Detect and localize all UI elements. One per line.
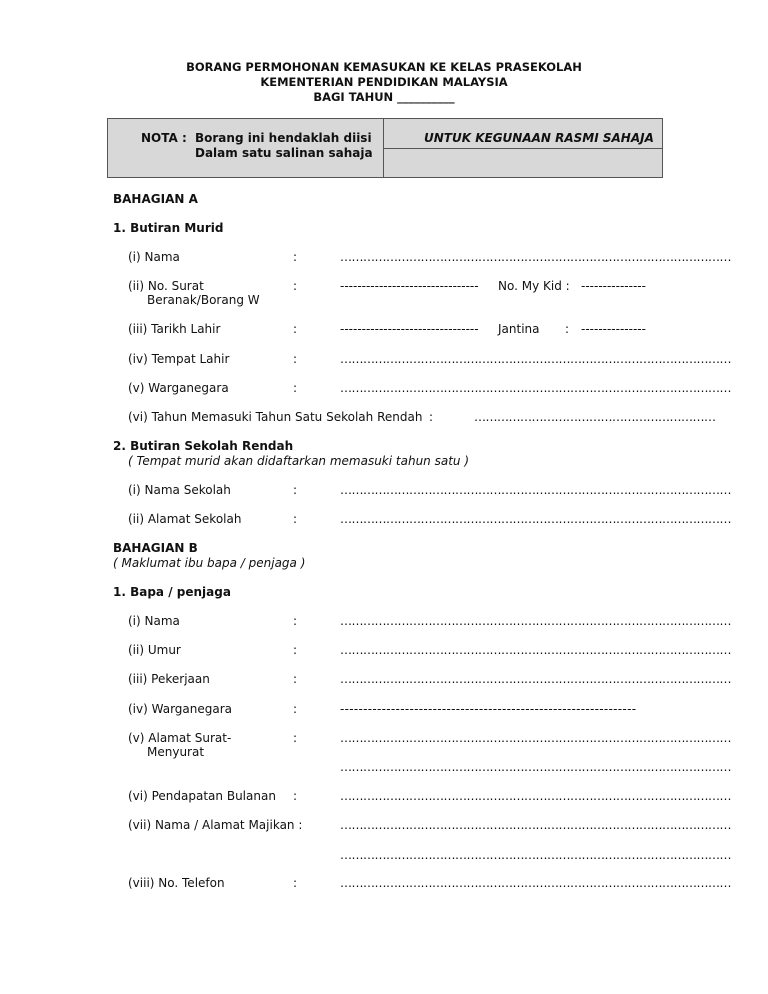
guardian-title: 1. Bapa / penjaga [113, 585, 231, 599]
gender-field[interactable]: --------------- [581, 322, 646, 336]
student-name-field[interactable]: ………………………………………………………………………………………… [340, 250, 731, 264]
school-name-field[interactable]: ………………………………………………………………………………………… [340, 483, 731, 497]
guardian-occupation-field[interactable]: ………………………………………………………………………………………… [340, 672, 731, 686]
birth-date-label: (iii) Tarikh Lahir [128, 322, 221, 336]
monthly-income-field[interactable]: ………………………………………………………………………………………… [340, 789, 731, 803]
guardian-age-label: (ii) Umur [128, 643, 181, 657]
nota-line-2: Dalam satu salinan sahaja [195, 146, 373, 160]
employer-field-2[interactable]: ………………………………………………………………………………………… [340, 848, 731, 862]
primary-school-subtitle: ( Tempat murid akan didaftarkan memasuki tahun satu ) [128, 454, 470, 468]
section-a-title: BAHAGIAN A [113, 192, 198, 206]
colon: : [293, 672, 298, 686]
colon: : [293, 279, 298, 293]
guardian-name-field[interactable]: ………………………………………………………………………………………… [340, 614, 731, 628]
colon: : [293, 322, 298, 336]
colon: : [293, 643, 298, 657]
colon: : [293, 483, 298, 497]
mykid-field[interactable]: --------------- [581, 279, 646, 293]
student-details-title: 1. Butiran Murid [113, 221, 224, 235]
mailing-address-label-2: Menyurat [147, 745, 205, 759]
mailing-address-label: (v) Alamat Surat- [128, 731, 232, 745]
employer-field-1[interactable]: ………………………………………………………………………………………… [340, 818, 731, 832]
birth-date-field[interactable]: -------------------------------- [340, 322, 479, 336]
guardian-name-label: (i) Nama [128, 614, 180, 628]
student-name-label: (i) Nama [128, 250, 180, 264]
colon: : [293, 614, 298, 628]
school-address-field[interactable]: ………………………………………………………………………………………… [340, 512, 731, 526]
phone-label: (viii) No. Telefon [128, 876, 225, 890]
mailing-address-field-1[interactable]: ………………………………………………………………………………………… [340, 731, 731, 745]
guardian-occupation-label: (iii) Pekerjaan [128, 672, 210, 686]
primary-school-title: 2. Butiran Sekolah Rendah [113, 439, 294, 453]
colon: : [293, 731, 298, 745]
nota-box [107, 118, 663, 178]
school-address-label: (ii) Alamat Sekolah [128, 512, 242, 526]
colon: : [293, 876, 298, 890]
colon: : [293, 789, 298, 803]
official-use-title: UNTUK KEGUNAAN RASMI SAHAJA [424, 131, 654, 145]
colon: : [293, 381, 298, 395]
colon: : [293, 702, 298, 716]
guardian-age-field[interactable]: ………………………………………………………………………………………… [340, 643, 731, 657]
ministry-name: KEMENTERIAN PENDIDIKAN MALAYSIA [260, 75, 508, 89]
colon: : [429, 410, 434, 424]
nota-label: NOTA : [141, 131, 187, 145]
guardian-citizenship-field[interactable]: ---------------------------------------------------------------- [340, 702, 637, 716]
citizenship-label: (v) Warganegara [128, 381, 229, 395]
mykid-label: No. My Kid : [498, 279, 570, 293]
school-entry-year-field[interactable]: ……………………………………………………… [474, 410, 716, 424]
birth-place-field[interactable]: ………………………………………………………………………………………… [340, 352, 731, 366]
colon: : [293, 250, 298, 264]
guardian-citizenship-label: (iv) Warganegara [128, 702, 233, 716]
employer-label: (vii) Nama / Alamat Majikan : [128, 818, 303, 832]
nota-line-1: Borang ini hendaklah diisi [195, 131, 372, 145]
monthly-income-label: (vi) Pendapatan Bulanan [128, 789, 276, 803]
colon: : [565, 322, 570, 336]
citizenship-field[interactable]: ………………………………………………………………………………………… [340, 381, 731, 395]
gender-label: Jantina [498, 322, 540, 336]
form-title: BORANG PERMOHONAN KEMASUKAN KE KELAS PRASEKOLAH [186, 60, 582, 74]
mailing-address-field-2[interactable]: ………………………………………………………………………………………… [340, 760, 731, 774]
birth-place-label: (iv) Tempat Lahir [128, 352, 230, 366]
phone-field[interactable]: ………………………………………………………………………………………… [340, 876, 731, 890]
colon: : [293, 352, 298, 366]
birth-cert-field[interactable]: -------------------------------- [340, 279, 479, 293]
section-b-subtitle: ( Maklumat ibu bapa / penjaga ) [113, 556, 306, 570]
school-entry-year-label: (vi) Tahun Memasuki Tahun Satu Sekolah Rendah [128, 410, 423, 424]
official-use-field[interactable] [384, 149, 662, 177]
school-name-label: (i) Nama Sekolah [128, 483, 231, 497]
birth-cert-label: (ii) No. Surat [128, 279, 204, 293]
birth-cert-label-2: Beranak/Borang W [147, 293, 260, 307]
section-b-title: BAHAGIAN B [113, 541, 198, 555]
colon: : [293, 512, 298, 526]
year-line: BAGI TAHUN __________ [313, 90, 455, 104]
